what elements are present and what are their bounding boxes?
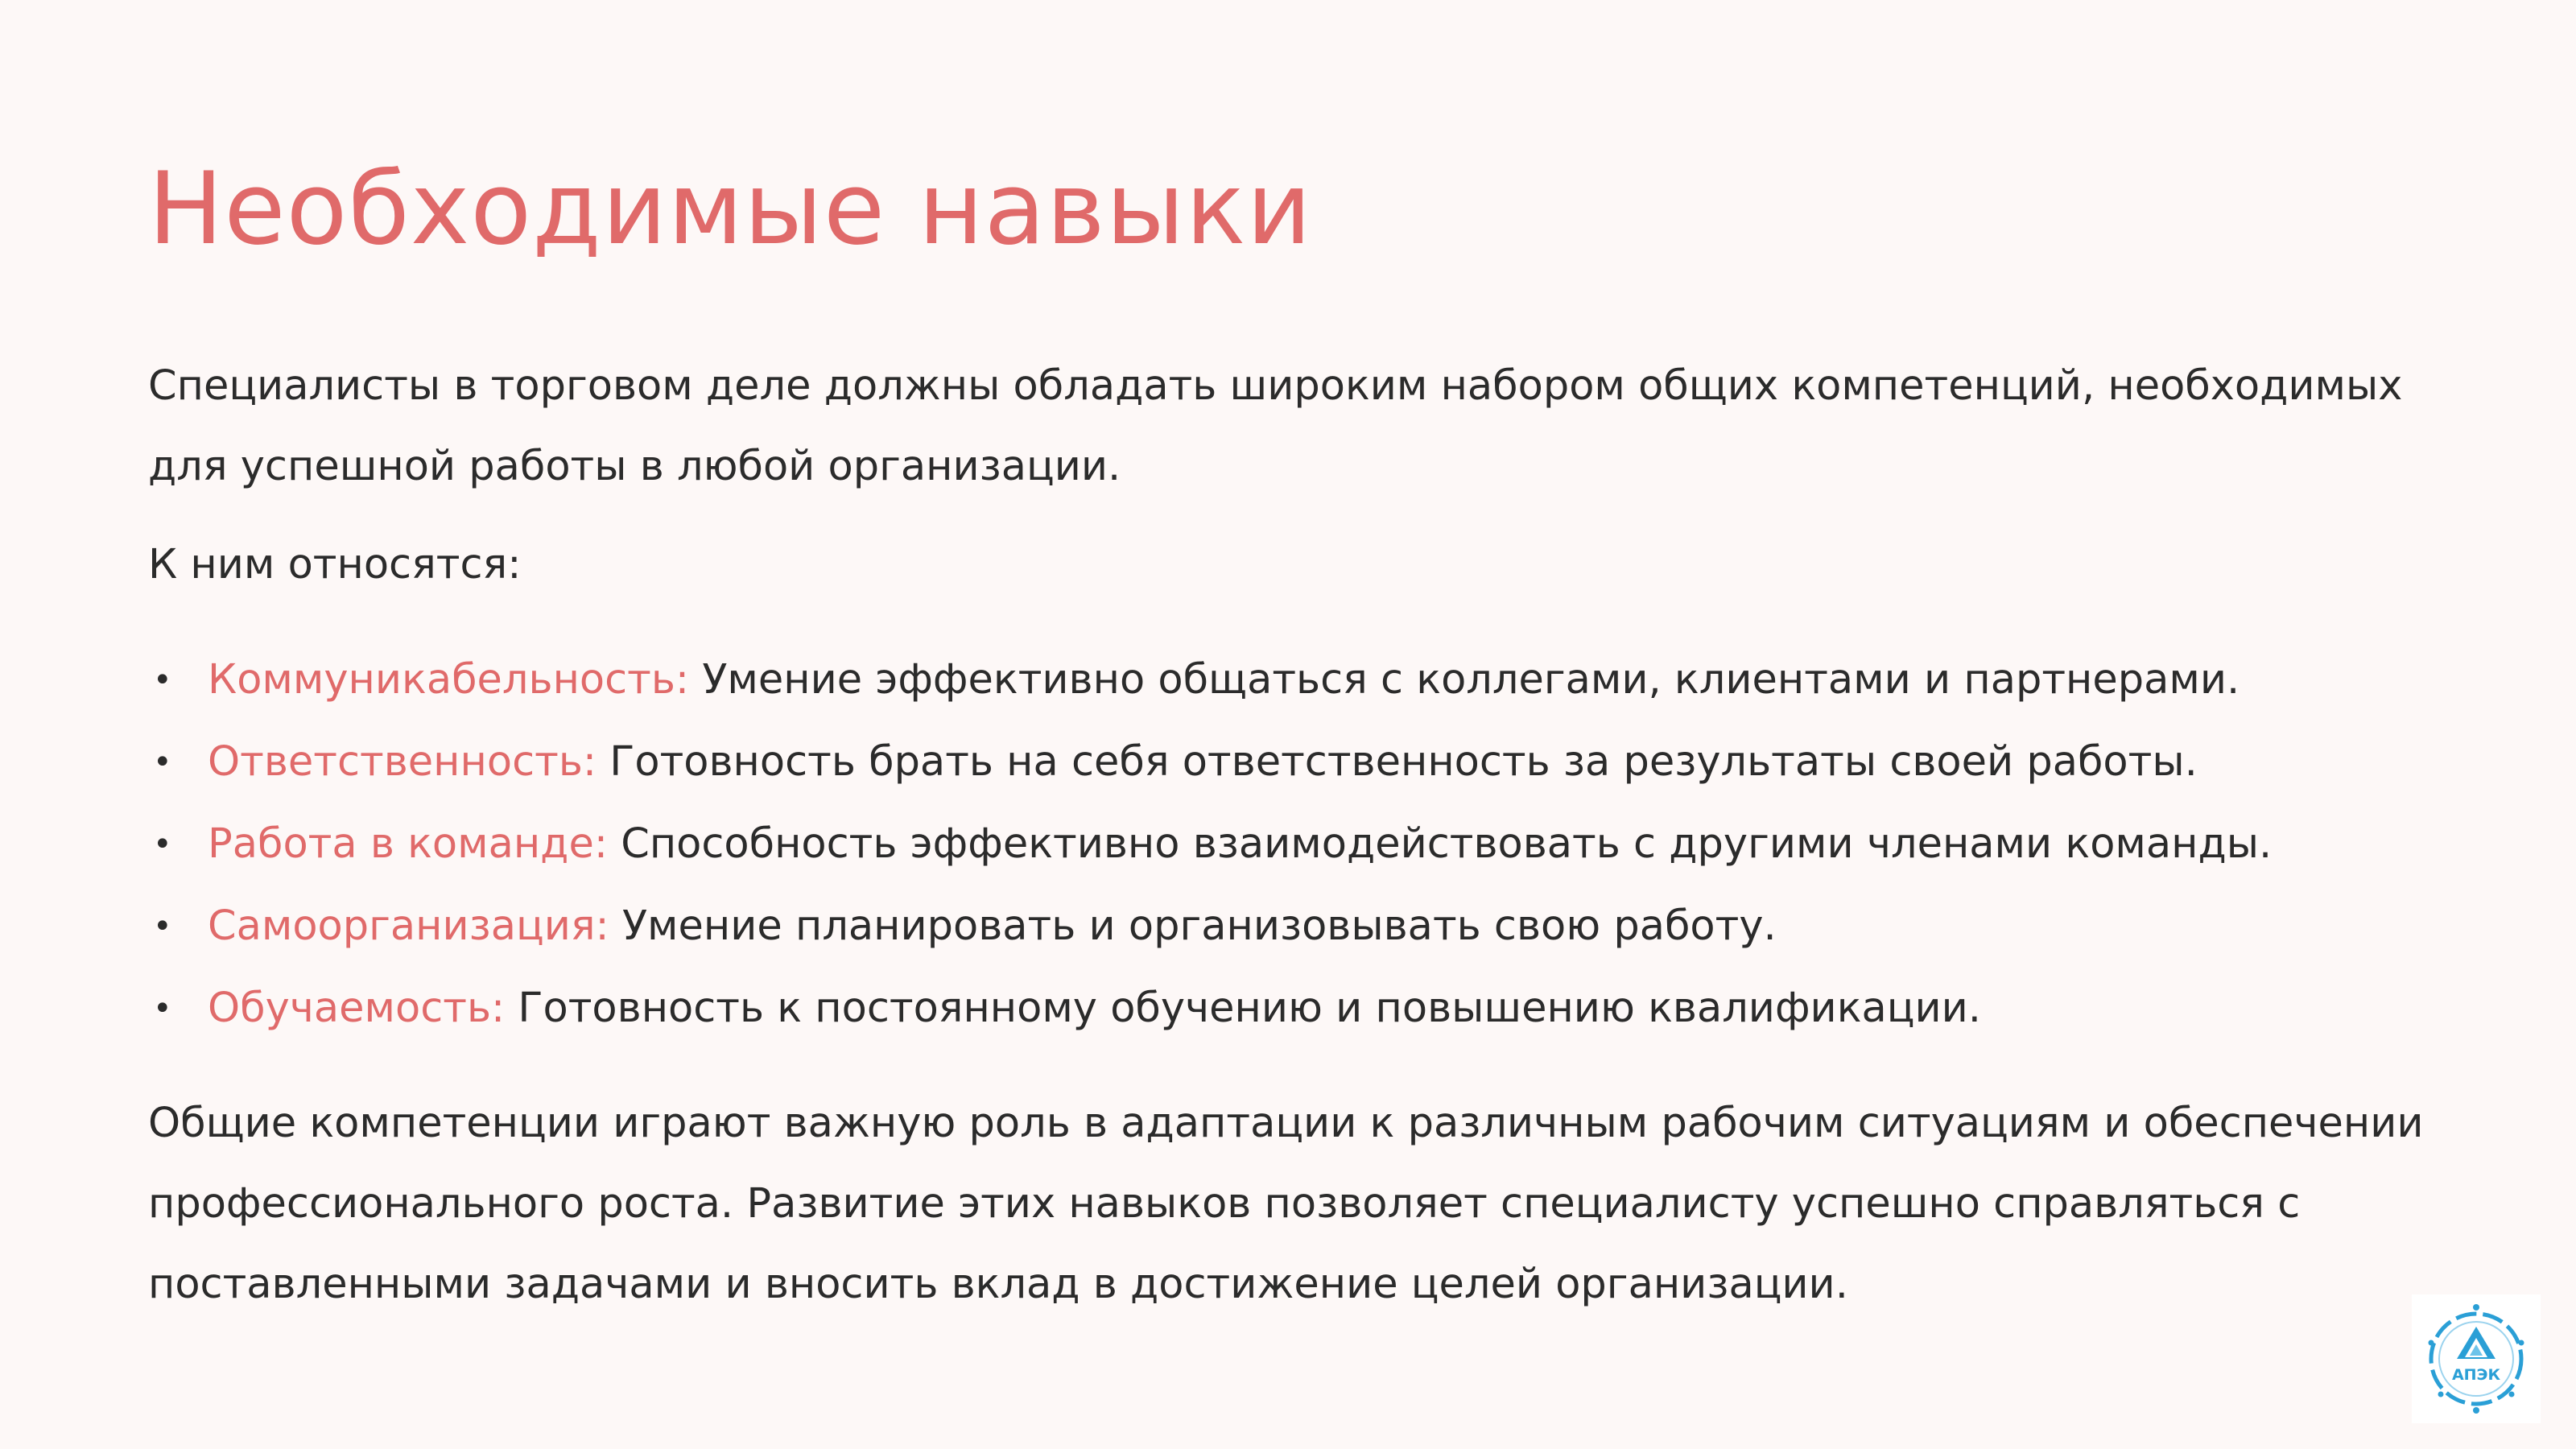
skills-list <box>148 639 2272 1050</box>
list-item <box>148 639 2272 721</box>
skill-name: Самоорганизация: <box>208 902 609 950</box>
slide-title: Необходимые навыки <box>148 151 1313 267</box>
list-item <box>148 886 2272 968</box>
bullet-icon: • <box>153 744 172 781</box>
bullet-icon: • <box>153 826 172 863</box>
intro-paragraph: Специалисты в торговом деле должны обладать широким набором общих компетенций, необходимых для успешной работы в любой организации. <box>148 362 2403 490</box>
skill-description: Умение эффективно общаться с коллегами, клиентами и партнерами. <box>689 656 2240 704</box>
skill-description: Готовность к постоянному обучению и повышению квалификации. <box>505 985 1981 1032</box>
skill-name: Обучаемость: <box>208 985 506 1032</box>
apek-logo-icon <box>2412 1294 2541 1423</box>
conclusion-paragraph: Общие компетенции играют важную роль в адаптации к различным рабочим ситуациям и обеспечении профессионального роста. Развитие этих навыков позволяет специалисту успешно справляться с поставленными задачами и вносить вклад в достижение целей организации. <box>148 1100 2424 1308</box>
skill-description: Готовность брать на себя ответственность за результаты своей работы. <box>597 738 2198 786</box>
bullet-icon: • <box>153 662 172 699</box>
list-lead: К ним относятся: <box>148 541 522 588</box>
bullet-icon: • <box>153 908 172 945</box>
logo-text: АПЭК <box>2451 1366 2501 1384</box>
list-item <box>148 721 2272 803</box>
skill-name: Коммуникабельность: <box>208 656 690 704</box>
list-item <box>148 803 2272 886</box>
skill-name: Работа в команде: <box>208 820 609 868</box>
bullet-icon: • <box>153 990 172 1027</box>
skill-name: Ответственность: <box>208 738 597 786</box>
list-item <box>148 968 2272 1050</box>
skill-description: Способность эффективно взаимодействовать с другими членами команды. <box>608 820 2273 868</box>
skill-description: Умение планировать и организовывать свою работу. <box>609 902 1777 950</box>
